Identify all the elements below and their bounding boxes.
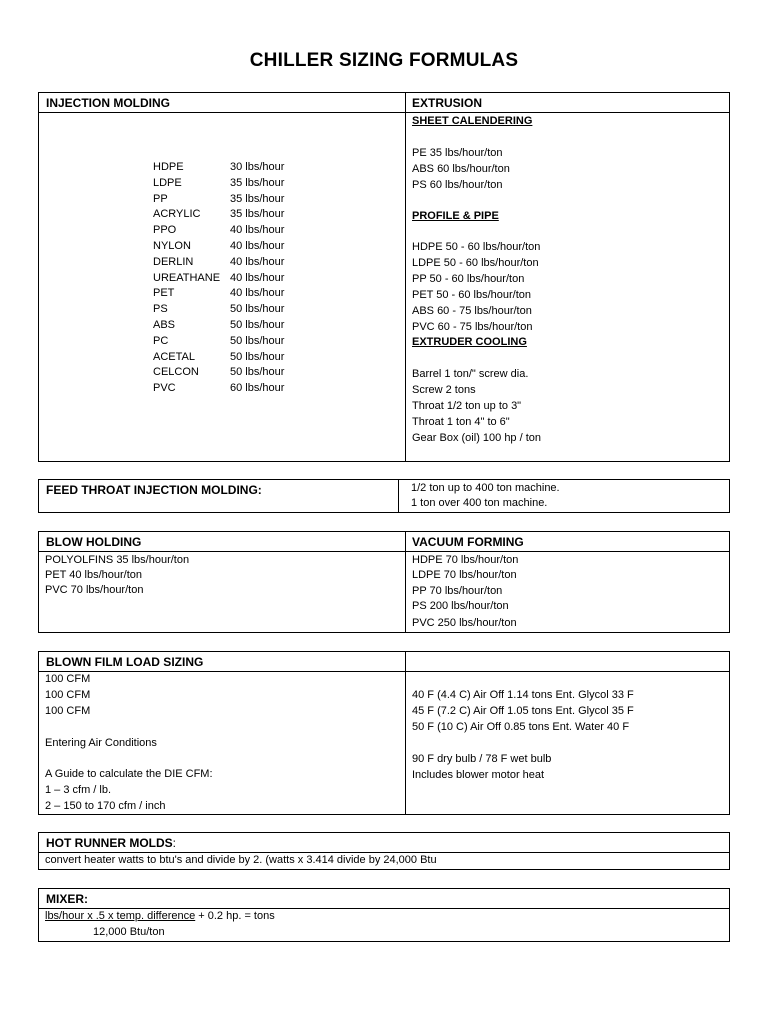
injection-material: PPO xyxy=(153,224,177,237)
injection-header: INJECTION MOLDING xyxy=(46,96,171,110)
header-divider xyxy=(39,671,729,672)
feed-throat-table xyxy=(38,479,730,513)
header-divider xyxy=(39,112,729,113)
injection-material: PS xyxy=(153,303,168,316)
mixer-formula-rest: + 0.2 hp. = tons xyxy=(195,910,275,922)
hot-runner-table xyxy=(38,832,730,870)
injection-material: ABS xyxy=(153,319,176,331)
cooling-line: Barrel 1 ton/" screw dia. xyxy=(412,368,529,380)
profile-pipe-title: PROFILE & PIPE xyxy=(412,210,499,222)
injection-material: ACETAL xyxy=(153,350,195,363)
injection-material: PET xyxy=(153,287,175,300)
page-title: CHILLER SIZING FORMULAS xyxy=(249,50,519,71)
blown-film-table xyxy=(38,651,730,815)
extruder-cooling-title: EXTRUDER COOLING xyxy=(412,336,527,348)
vacuum-line: HDPE 70 lbs/hour/ton xyxy=(412,554,519,566)
cooling-line: Throat 1 ton 4" to 6" xyxy=(412,416,510,428)
profile-line: LDPE 50 - 60 lbs/hour/ton xyxy=(412,257,539,269)
profile-line: PET 50 - 60 lbs/hour/ton xyxy=(412,289,532,301)
header-divider xyxy=(39,852,729,853)
column-divider xyxy=(398,480,399,512)
injection-rate: 40 lbs/hour xyxy=(230,240,285,252)
vacuum-forming-header: VACUUM FORMING xyxy=(412,535,524,549)
air-off-line: 45 F (7.2 C) Air Off 1.05 tons Ent. Glycol 35 F xyxy=(412,705,634,717)
injection-material: CELCON xyxy=(153,366,199,379)
profile-line: PP 50 - 60 lbs/hour/ton xyxy=(412,273,525,285)
injection-rate: 50 lbs/hour xyxy=(230,366,285,379)
vacuum-line: PS 200 lbs/hour/ton xyxy=(412,600,509,612)
injection-rate: 40 lbs/hour xyxy=(230,287,285,300)
guide-line: 1 – 3 cfm / lb. xyxy=(45,784,112,796)
injection-material: PP xyxy=(153,192,168,205)
cfm-line: 100 CFM xyxy=(45,673,91,685)
injection-material: LDPE xyxy=(153,176,182,189)
profile-line: PVC 60 - 75 lbs/hour/ton xyxy=(412,321,533,333)
entering-air-label: Entering Air Conditions xyxy=(45,737,157,749)
guide-line: 2 – 150 to 170 cfm / inch xyxy=(45,800,166,812)
blown-film-header: BLOWN FILM LOAD SIZING xyxy=(46,655,204,669)
injection-rate: 40 lbs/hour xyxy=(230,271,285,284)
injection-rate: 35 lbs/hour xyxy=(230,208,285,221)
header-divider xyxy=(39,908,729,909)
injection-rate: 50 lbs/hour xyxy=(230,334,285,347)
profile-line: HDPE 50 - 60 lbs/hour/ton xyxy=(412,241,541,253)
profile-line: ABS 60 - 75 lbs/hour/ton xyxy=(412,305,532,317)
column-divider xyxy=(405,93,406,461)
injection-material: PC xyxy=(153,334,169,347)
mixer-numerator: lbs/hour x .5 x temp. difference xyxy=(45,910,196,922)
injection-material: UREATHANE xyxy=(153,271,221,284)
mixer-table xyxy=(38,888,730,942)
blow-vacuum-table xyxy=(38,531,730,633)
injection-extrusion-table xyxy=(38,92,730,462)
column-divider xyxy=(405,652,406,814)
injection-material: HDPE xyxy=(153,161,184,173)
injection-material: DERLIN xyxy=(153,255,194,268)
sheet-line: PS 60 lbs/hour/ton xyxy=(412,179,503,191)
feed-throat-header: FEED THROAT INJECTION MOLDING: xyxy=(46,483,262,497)
injection-rate: 30 lbs/hour xyxy=(230,161,285,173)
air-off-line: 40 F (4.4 C) Air Off 1.14 tons Ent. Glycol 33 F xyxy=(412,689,634,701)
mixer-header: MIXER: xyxy=(46,892,88,906)
cfm-line: 100 CFM xyxy=(45,689,91,701)
hot-runner-header-text: HOT RUNNER MOLDS xyxy=(46,836,173,850)
vacuum-line: LDPE 70 lbs/hour/ton xyxy=(412,569,517,581)
hot-runner-header xyxy=(46,836,176,850)
air-off-line: 50 F (10 C) Air Off 0.85 tons Ent. Water 40 F xyxy=(412,721,630,733)
injection-material: ACRYLIC xyxy=(153,208,201,221)
cooling-line: Gear Box (oil) 100 hp / ton xyxy=(412,432,542,444)
column-divider xyxy=(405,532,406,632)
hot-runner-formula: convert heater watts to btu's and divide by 2. (watts x 3.414 divide by 24,000 Btu xyxy=(45,854,437,866)
vacuum-line: PP 70 lbs/hour/ton xyxy=(412,585,503,597)
cfm-line: 100 CFM xyxy=(45,705,91,717)
injection-rate: 40 lbs/hour xyxy=(230,255,285,268)
injection-material: PVC xyxy=(153,382,176,395)
cooling-line: Throat 1/2 ton up to 3" xyxy=(412,400,522,412)
injection-rate: 50 lbs/hour xyxy=(230,350,285,363)
header-divider xyxy=(39,551,729,552)
blow-holding-header: BLOW HOLDING xyxy=(46,535,142,549)
injection-material: NYLON xyxy=(153,240,191,252)
injection-rate: 50 lbs/hour xyxy=(230,319,285,331)
vacuum-line: PVC 250 lbs/hour/ton xyxy=(412,617,517,629)
sheet-line: ABS 60 lbs/hour/ton xyxy=(412,163,510,175)
sheet-line: PE 35 lbs/hour/ton xyxy=(412,147,503,159)
extrusion-header: EXTRUSION xyxy=(412,96,483,110)
blow-line: POLYOLFINS 35 lbs/hour/ton xyxy=(45,554,190,566)
injection-rate: 35 lbs/hour xyxy=(230,192,285,205)
bulb-line: Includes blower motor heat xyxy=(412,769,545,781)
bulb-line: 90 F dry bulb / 78 F wet bulb xyxy=(412,753,552,765)
feed-throat-line: 1 ton over 400 ton machine. xyxy=(411,497,548,509)
injection-rate: 60 lbs/hour xyxy=(230,382,285,395)
hot-runner-colon: : xyxy=(172,836,177,850)
injection-rate: 40 lbs/hour xyxy=(230,224,285,237)
blow-line: PVC 70 lbs/hour/ton xyxy=(45,584,144,596)
mixer-formula xyxy=(45,910,275,922)
sheet-calendering-title: SHEET CALENDERING xyxy=(412,115,533,127)
blow-line: PET 40 lbs/hour/ton xyxy=(45,569,143,581)
feed-throat-line: 1/2 ton up to 400 ton machine. xyxy=(411,482,560,494)
injection-rate: 35 lbs/hour xyxy=(230,176,285,189)
cooling-line: Screw 2 tons xyxy=(412,384,476,396)
die-cfm-guide: A Guide to calculate the DIE CFM: xyxy=(45,768,213,780)
mixer-denominator: 12,000 Btu/ton xyxy=(93,926,165,938)
injection-rate: 50 lbs/hour xyxy=(230,303,285,316)
